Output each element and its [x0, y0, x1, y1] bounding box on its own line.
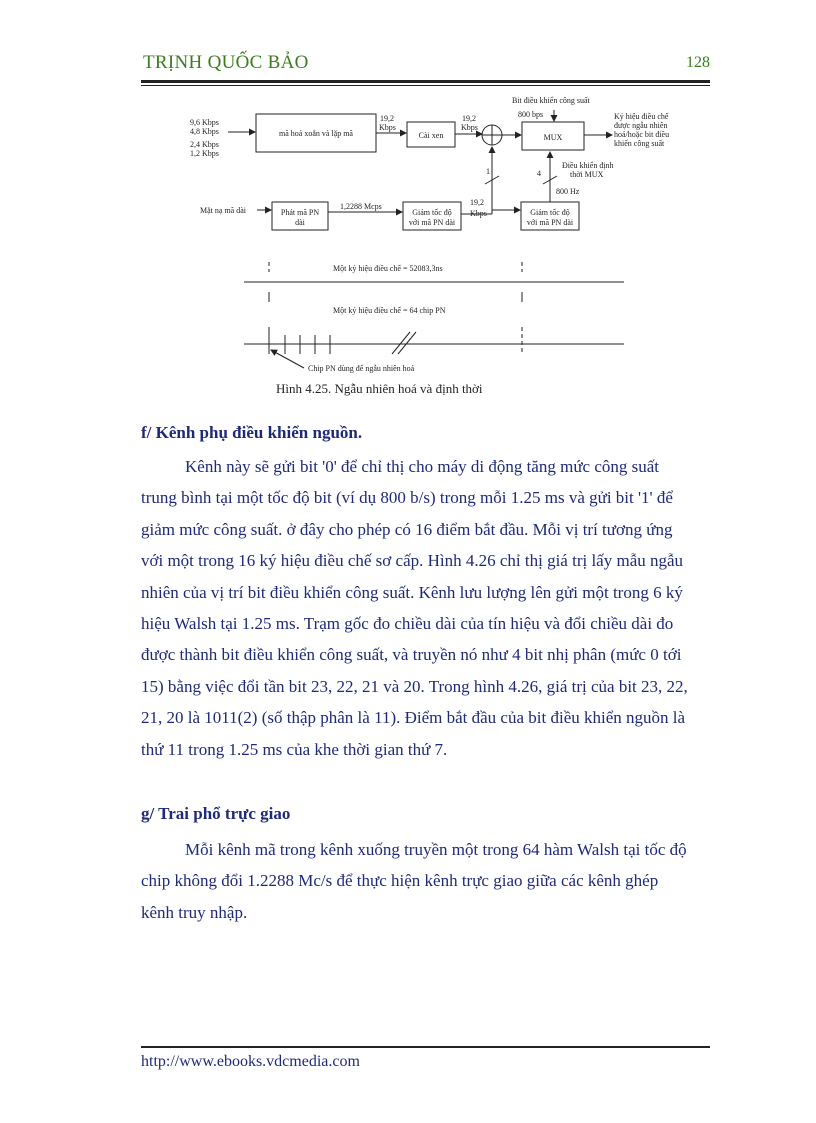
output-label-3: hoá/hoặc bit điều [614, 130, 670, 139]
section-f-line: Kênh này sẽ gửi bit '0' để chỉ thị cho máy di động tăng mức công suất [185, 457, 660, 476]
footer-rule [141, 1046, 710, 1048]
rate-c-value: 19,2 [470, 198, 484, 207]
section-g-line: chip không đổi 1.2288 Mc/s để thực hiện kênh trực giao giữa các kênh ghép [141, 871, 659, 891]
rate-a-unit: Kbps [379, 123, 396, 132]
figure-caption: Hình 4.25. Ngẫu nhiên hoá và định thời [276, 381, 483, 396]
mux-label: MUX [543, 133, 563, 142]
input-rate-1: 9,6 Kbps [190, 118, 219, 127]
encoder-label: mã hoá xoắn và lặp mã [279, 129, 353, 138]
timing-label-2: Một ký hiệu điều chế = 64 chip PN [333, 306, 446, 315]
output-label-4: khiển công suất [614, 139, 665, 148]
input-rate-2: 4,8 Kbps [190, 127, 219, 136]
section-f-line: hiệu Walsh tại 1.25 ms. Trạm gốc đo chiều dài của tín hiệu và đổi chiều dài đo [141, 614, 674, 634]
section-f-line: 21, 20 là 1011(2) (số thập phân là 11). Điểm bắt đầu của bit điều khiển nguồn là [141, 708, 686, 728]
block-diagram [180, 92, 710, 402]
mux-timing-label-1: Điều khiển định [562, 161, 614, 170]
section-f-line: được thành bit điều khiển công suất, và truyền nó như 4 bit nhị phân (mức 0 tới [141, 645, 682, 665]
pn-gen-label-1: Phát mã PN [280, 208, 320, 217]
mux-rate: 800 Hz [556, 187, 580, 196]
long-code-mask-label: Mặt nạ mã dài [200, 206, 246, 215]
power-bit-label: Bit điều khiển công suất [512, 96, 590, 105]
decimator-2-label-1: Giảm tốc độ [530, 208, 570, 217]
page-number: 128 [686, 54, 710, 71]
output-label-2: được ngẫu nhiên [614, 121, 668, 130]
rate-a-value: 19,2 [380, 114, 394, 123]
header-rule-thin [141, 85, 710, 86]
power-bit-rate: 800 bps [518, 110, 544, 119]
section-f-line: thứ 11 trong 1.25 ms của khe thời gian thứ 7. [141, 739, 448, 759]
bus-width-1: 1 [486, 167, 490, 176]
section-f-line: nhiên của vị trí bit điều khiển công suất. Kênh lưu lượng lên gửi một trong 6 ký [141, 582, 683, 602]
section-g-paragraph [141, 834, 710, 928]
pn-gen-label-2: dài [295, 218, 305, 227]
section-f-heading: f/ Kênh phụ điều khiển nguồn. [141, 423, 363, 442]
output-label-1: Ký hiệu điều chế [614, 112, 669, 121]
decimator-2-label-2: với mã PN dài [526, 218, 574, 227]
header-rule [141, 80, 710, 83]
pn-rate: 1,2288 Mcps [340, 202, 382, 211]
interleaver-label: Cài xen [418, 131, 444, 140]
section-g-line: Mỗi kênh mã trong kênh xuống truyền một trong 64 hàm Walsh tại tốc độ [185, 840, 687, 859]
section-f-paragraph [141, 451, 710, 765]
header-author: TRỊNH QUỐC BẢO [143, 52, 309, 73]
mux-timing-label-2: thời MUX [570, 170, 604, 179]
section-f-line: với một trong 16 ký hiệu điều chế sơ cấp. Hình 4.26 chỉ thị giá trị lấy mẫu ngẫu [141, 551, 684, 571]
decimator-1-label-2: với mã PN dài [408, 218, 456, 227]
decimator-1-label-1: Giảm tốc độ [412, 208, 452, 217]
section-f-line: 15) bằng việc đổi tần bit 23, 22, 21 và 20. Trong hình 4.26, giá trị của bit 23, 22, [141, 676, 688, 696]
footer-url[interactable]: http://www.ebooks.vdcmedia.com [141, 1053, 360, 1070]
section-f-line: trung bình tại một tốc độ bit (ví dụ 800 b/s) trong mỗi 1.25 ms và gửi bit '1' để [141, 488, 673, 508]
input-rate-4: 1,2 Kbps [190, 149, 219, 158]
section-g-heading: g/ Trai phổ trực giao [141, 804, 291, 823]
timing-label-1: Một ký hiệu điều chế = 52083,3ns [333, 264, 443, 273]
rate-c-unit: Kbps [470, 209, 487, 218]
section-f-line: giảm mức công suất. ở đây cho phép có 16 điểm bắt đầu. Mỗi vị trí tương ứng [141, 519, 673, 539]
chip-note: Chip PN dùng để ngẫu nhiên hoá [308, 364, 415, 373]
rate-b-value: 19,2 [462, 114, 476, 123]
input-rate-3: 2,4 Kbps [190, 140, 219, 149]
rate-b-unit: Kbps [461, 123, 478, 132]
bus-width-4: 4 [537, 169, 541, 178]
section-g-line: kênh truy nhập. [141, 902, 248, 922]
